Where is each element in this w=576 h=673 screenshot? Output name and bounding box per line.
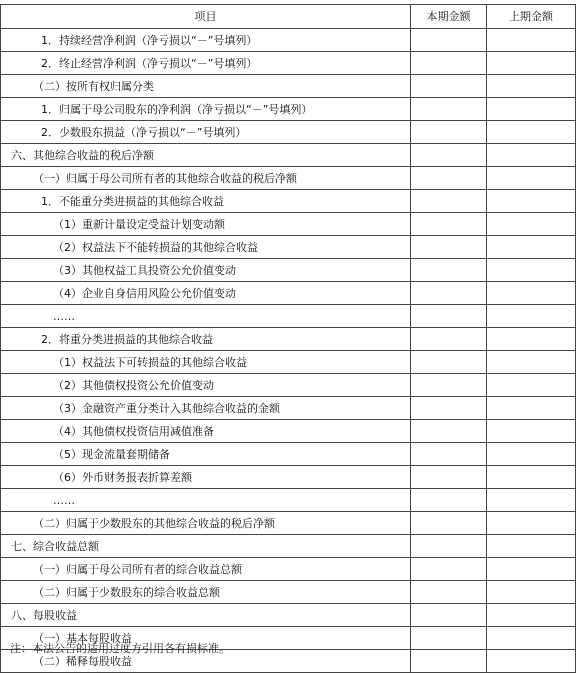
current-amount-cell[interactable] xyxy=(411,535,487,558)
current-amount-cell[interactable] xyxy=(411,236,487,259)
table-row xyxy=(1,144,576,167)
row-item-label: 六、其他综合收益的税后净额 xyxy=(1,144,411,167)
current-amount-cell[interactable] xyxy=(411,351,487,374)
previous-amount-cell[interactable] xyxy=(487,305,576,328)
previous-amount-cell[interactable] xyxy=(487,29,576,52)
row-item-label: （二）归属于少数股东的其他综合收益的税后净额 xyxy=(1,512,411,535)
row-item-label: 2．少数股东损益（净亏损以“－”号填列） xyxy=(1,121,411,144)
table-row xyxy=(1,305,576,328)
table-row xyxy=(1,512,576,535)
row-item-label: 1．归属于母公司股东的净利润（净亏损以“－”号填列） xyxy=(1,98,411,121)
current-amount-cell[interactable] xyxy=(411,466,487,489)
previous-amount-cell[interactable] xyxy=(487,121,576,144)
previous-amount-cell[interactable] xyxy=(487,213,576,236)
footnote: 注：本法公告的适用过度方引用各有损标准。 xyxy=(10,642,230,655)
row-item-label: （3）金融资产重分类计入其他综合收益的金额 xyxy=(1,397,411,420)
current-amount-cell[interactable] xyxy=(411,305,487,328)
current-amount-cell[interactable] xyxy=(411,443,487,466)
row-item-label: （5）现金流量套期储备 xyxy=(1,443,411,466)
table-row xyxy=(1,397,576,420)
previous-amount-cell[interactable] xyxy=(487,144,576,167)
current-amount-cell[interactable] xyxy=(411,52,487,75)
row-item-label: （二）稀释每股收益 xyxy=(1,650,411,673)
previous-amount-cell[interactable] xyxy=(487,650,576,673)
row-item-label: （2）权益法下不能转损益的其他综合收益 xyxy=(1,236,411,259)
table-row xyxy=(1,236,576,259)
row-item-label: （1）权益法下可转损益的其他综合收益 xyxy=(1,351,411,374)
row-item-label: 1．不能重分类进损益的其他综合收益 xyxy=(1,190,411,213)
current-amount-cell[interactable] xyxy=(411,213,487,236)
table-row xyxy=(1,558,576,581)
row-item-label: 1．持续经营净利润（净亏损以“－”号填列） xyxy=(1,29,411,52)
previous-amount-cell[interactable] xyxy=(487,627,576,650)
previous-amount-cell[interactable] xyxy=(487,167,576,190)
previous-amount-cell[interactable] xyxy=(487,535,576,558)
row-item-label: （二）归属于少数股东的综合收益总额 xyxy=(1,581,411,604)
previous-amount-cell[interactable] xyxy=(487,98,576,121)
row-item-label: 八、每股收益 xyxy=(1,604,411,627)
table-row xyxy=(1,466,576,489)
previous-amount-cell[interactable] xyxy=(487,512,576,535)
current-amount-cell[interactable] xyxy=(411,489,487,512)
table-row xyxy=(1,328,576,351)
current-amount-cell[interactable] xyxy=(411,144,487,167)
row-item-label: （1）重新计量设定受益计划变动额 xyxy=(1,213,411,236)
row-item-label: 2．将重分类进损益的其他综合收益 xyxy=(1,328,411,351)
current-amount-cell[interactable] xyxy=(411,397,487,420)
table-row xyxy=(1,581,576,604)
previous-amount-cell[interactable] xyxy=(487,581,576,604)
row-item-label: （一）归属于母公司所有者的其他综合收益的税后净额 xyxy=(1,167,411,190)
table-row xyxy=(1,121,576,144)
current-amount-cell[interactable] xyxy=(411,328,487,351)
row-item-label: （3）其他权益工具投资公允价值变动 xyxy=(1,259,411,282)
previous-amount-cell[interactable] xyxy=(487,466,576,489)
row-item-label: 2．终止经营净利润（净亏损以“－”号填列） xyxy=(1,52,411,75)
table-row xyxy=(1,75,576,98)
previous-amount-cell[interactable] xyxy=(487,558,576,581)
previous-amount-cell[interactable] xyxy=(487,397,576,420)
table-row xyxy=(1,604,576,627)
current-amount-cell[interactable] xyxy=(411,604,487,627)
previous-amount-cell[interactable] xyxy=(487,259,576,282)
row-item-label: （4）企业自身信用风险公允价值变动 xyxy=(1,282,411,305)
row-item-label: （二）按所有权归属分类 xyxy=(1,75,411,98)
current-amount-cell[interactable] xyxy=(411,650,487,673)
previous-amount-cell[interactable] xyxy=(487,52,576,75)
current-amount-cell[interactable] xyxy=(411,167,487,190)
previous-amount-cell[interactable] xyxy=(487,190,576,213)
previous-amount-cell[interactable] xyxy=(487,604,576,627)
previous-amount-cell[interactable] xyxy=(487,489,576,512)
previous-amount-cell[interactable] xyxy=(487,75,576,98)
income-statement-table xyxy=(0,4,576,673)
table-row xyxy=(1,259,576,282)
table-row xyxy=(1,535,576,558)
table-row xyxy=(1,443,576,466)
row-item-label: …… xyxy=(1,489,411,512)
row-item-label: 七、综合收益总额 xyxy=(1,535,411,558)
row-item-label: （一）归属于母公司所有者的综合收益总额 xyxy=(1,558,411,581)
current-amount-cell[interactable] xyxy=(411,75,487,98)
previous-amount-cell[interactable] xyxy=(487,420,576,443)
current-amount-cell[interactable] xyxy=(411,282,487,305)
table-row xyxy=(1,190,576,213)
header-current-amount: 本期金额 xyxy=(411,5,487,29)
current-amount-cell[interactable] xyxy=(411,121,487,144)
previous-amount-cell[interactable] xyxy=(487,443,576,466)
table-row xyxy=(1,420,576,443)
current-amount-cell[interactable] xyxy=(411,29,487,52)
row-item-label: （一）基本每股收益 xyxy=(1,627,411,650)
current-amount-cell[interactable] xyxy=(411,374,487,397)
table-row xyxy=(1,167,576,190)
table-row xyxy=(1,351,576,374)
header-previous-amount: 上期金额 xyxy=(487,5,576,29)
row-item-label: …… xyxy=(1,305,411,328)
current-amount-cell[interactable] xyxy=(411,558,487,581)
table-row xyxy=(1,98,576,121)
previous-amount-cell[interactable] xyxy=(487,236,576,259)
current-amount-cell[interactable] xyxy=(411,98,487,121)
current-amount-cell[interactable] xyxy=(411,581,487,604)
table-body xyxy=(1,29,576,673)
previous-amount-cell[interactable] xyxy=(487,374,576,397)
current-amount-cell[interactable] xyxy=(411,512,487,535)
row-item-label: （4）其他债权投资信用减值准备 xyxy=(1,420,411,443)
current-amount-cell[interactable] xyxy=(411,420,487,443)
current-amount-cell[interactable] xyxy=(411,259,487,282)
row-item-label: （6）外币财务报表折算差额 xyxy=(1,466,411,489)
previous-amount-cell[interactable] xyxy=(487,351,576,374)
row-item-label: （2）其他债权投资公允价值变动 xyxy=(1,374,411,397)
table-row xyxy=(1,29,576,52)
table-row xyxy=(1,213,576,236)
current-amount-cell[interactable] xyxy=(411,627,487,650)
table-row xyxy=(1,489,576,512)
table-row xyxy=(1,374,576,397)
table-row xyxy=(1,52,576,75)
current-amount-cell[interactable] xyxy=(411,190,487,213)
table-row xyxy=(1,282,576,305)
previous-amount-cell[interactable] xyxy=(487,282,576,305)
table-header-row xyxy=(1,5,576,29)
header-item: 项目 xyxy=(1,5,411,29)
previous-amount-cell[interactable] xyxy=(487,328,576,351)
